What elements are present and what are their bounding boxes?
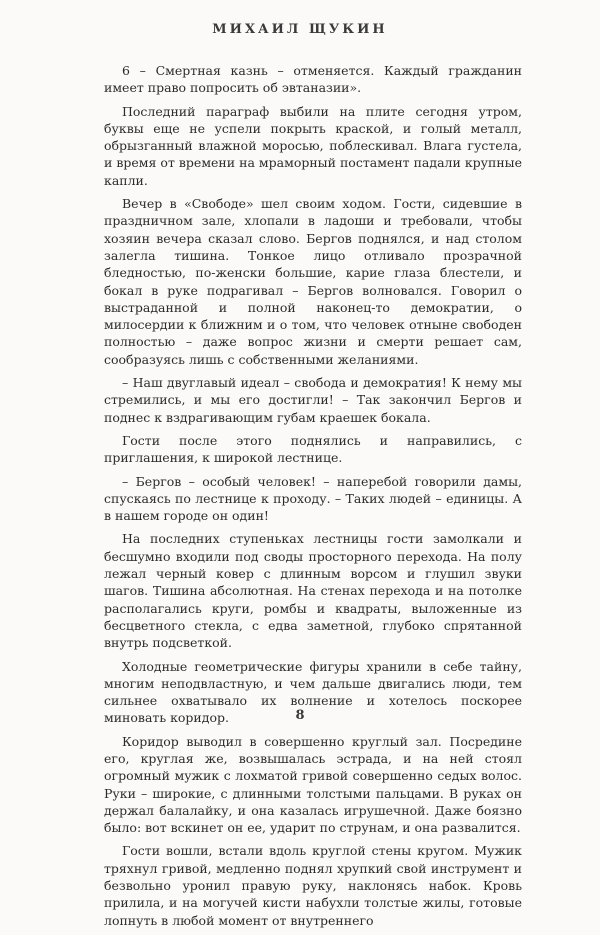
body-text bbox=[104, 62, 522, 935]
paragraph: Гости вошли, встали вдоль круглой стены кругом. Мужик тряхнул гривой, медленно поднял хрупкий свой инструмент и безвольно уронил правую руку, наклонясь набок. Кровь прилила, и на могучей кисти набухли толстые жилы, готовые лопнуть в любой момент от внутреннего bbox=[104, 843, 522, 928]
paragraph: Вечер в «Свободе» шел своим ходом. Гости, сидевшие в праздничном зале, хлопали в ладоши и требовали, чтобы хозяин вечера сказал слово. Бергов поднялся, и над столом залегла тишина. Тонкое лицо отливало прозрачной бледностью, по-женски большие, карие глаза блестели, и бокал в руке подрагивал – Бергов волновался. Говорил о выстраданной и полной наконец-то демократии, о милосердии к ближним и о том, что человек отныне свободен полностью – даже вопрос жизни и смерти решает сам, сообразуясь лишь с собственными желаниями. bbox=[104, 196, 522, 367]
paragraph: Коридор выводил в совершенно круглый зал. Посредине его, круглая же, возвышалась эстрада, и на ней стоял огромный мужик с лохматой гривой совершенно седых волос. Руки – широкие, с длинными толстыми пальцами. В руках он держал балалайку, и она казалась игрушечной. Даже боязно было: вот вскинет он ее, ударит по струнам, и она развалится. bbox=[104, 733, 522, 836]
paragraph: Гости после этого поднялись и направились, с приглашения, к широкой лестнице. bbox=[104, 432, 522, 466]
paragraph: – Наш двуглавый идеал – свобода и демократия! К нему мы стремились, и мы его достигли! – Так закончил Бергов и поднес к вздрагивающим губам краешек бокала. bbox=[104, 375, 522, 425]
paragraph: Последний параграф выбили на плите сегодня утром, буквы еще не успели покрыть краской, и голый металл, обрызганный влажной моросью, поблескивал. Влага густела, и время от времени на мраморный постамент падали крупные капли. bbox=[104, 103, 522, 188]
paragraph: 6 – Смертная казнь – отменяется. Каждый гражданин имеет право попросить об эвтаназии». bbox=[104, 63, 522, 96]
page-number: 8 bbox=[295, 708, 305, 723]
paragraph: Холодные геометрические фигуры хранили в себе тайну, многим неподвластную, и чем дальше двигались люди, тем сильнее охватывало их волнение и хотелось поскорее миновать коридор. bbox=[104, 658, 522, 726]
paragraph: – Бергов – особый человек! – наперебой говорили дамы, спускаясь по лестнице к проходу. – Таких людей – единицы. А в нашем городе он один! bbox=[104, 473, 522, 524]
paragraph: На последних ступеньках лестницы гости замолкали и бесшумно входили под своды просторного перехода. На полу лежал черный ковер с длинным ворсом и глушил звуки шагов. Тишина абсолютная. На стенах перехода и на потолке располагались круги, ромбы и квадраты, выложенные из бесцветного стекла, с едва заметной, глубоко спрятанной внутрь подсветкой. bbox=[104, 531, 522, 651]
running-header-author: МИХАИЛ ЩУКИН bbox=[212, 22, 388, 37]
